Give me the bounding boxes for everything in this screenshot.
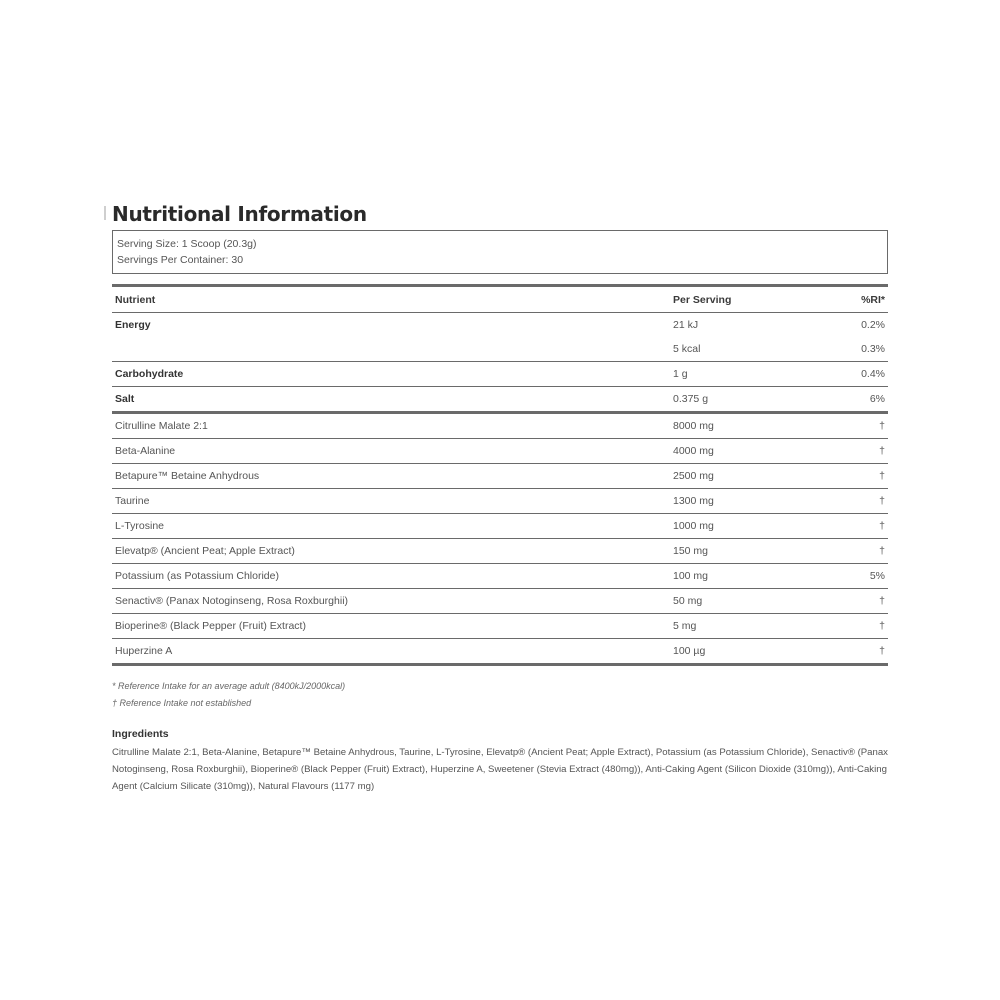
nutrient-ri: 6%: [869, 393, 885, 405]
nutrient-ri: †: [879, 495, 885, 507]
nutrient-ri: †: [879, 420, 885, 432]
nutrition-label: [112, 198, 888, 795]
table-row: [112, 337, 888, 362]
ingredients-text: Citrulline Malate 2:1, Beta-Alanine, Betapure™ Betaine Anhydrous, Taurine, L-Tyrosine, Elevatp® (Ancient Peat; Apple Extract), Potassium (as Potassium Chloride), Senactiv® (Panax Notoginseng, Rosa Roxburghii), Bioperine® (Black Pepper (Fruit) Extract), Huperzine A, Sweetener (Stevia Extract (480mg)), Anti-Caking Agent (Silicon Dioxide (310mg)), Anti-Caking Agent (Calcium Silicate (310mg)), Natural Flavours (1177 mg): [112, 747, 888, 792]
nutrient-amount: 100 mg: [673, 570, 709, 582]
table-row: [112, 539, 888, 564]
table-header-row: [112, 286, 888, 313]
nutrient-name: Salt: [115, 393, 135, 405]
nutrient-ri: 0.2%: [861, 319, 885, 331]
footnote-dagger: † Reference Intake not established: [112, 698, 252, 708]
nutrient-name: Taurine: [115, 495, 150, 507]
label-title: Nutritional Information: [112, 202, 367, 226]
table-row: [112, 387, 888, 413]
header-nutrient: Nutrient: [115, 293, 156, 306]
nutrient-name: Elevatp® (Ancient Peat; Apple Extract): [115, 545, 295, 557]
nutrient-name: Citrulline Malate 2:1: [115, 420, 208, 432]
ingredients-title: Ingredients: [112, 728, 169, 740]
table-row: [112, 489, 888, 514]
nutrient-name: Energy: [115, 319, 151, 331]
header-per-serving: Per Serving: [673, 293, 732, 306]
nutrient-amount: 4000 mg: [673, 445, 714, 457]
nutrient-name: Potassium (as Potassium Chloride): [115, 570, 279, 582]
edge-mark: [104, 206, 106, 220]
table-row: [112, 564, 888, 589]
nutrient-name: Huperzine A: [115, 645, 173, 657]
nutrient-ri: †: [879, 645, 885, 657]
nutrient-amount: 1000 mg: [673, 520, 714, 532]
nutrient-ri: 5%: [869, 570, 885, 582]
nutrient-name: Carbohydrate: [115, 368, 184, 380]
nutrient-amount: 2500 mg: [673, 470, 714, 482]
nutrient-name: Bioperine® (Black Pepper (Fruit) Extract): [115, 620, 306, 632]
nutrition-table: [112, 284, 888, 666]
table-row: [112, 514, 888, 539]
nutrient-ri: †: [879, 445, 885, 457]
nutrient-amount: 1300 mg: [673, 495, 714, 507]
nutrient-name: [112, 337, 670, 362]
nutrient-ri: †: [879, 545, 885, 557]
nutrient-amount: 5 mg: [673, 620, 697, 632]
serving-size: Serving Size: 1 Scoop (20.3g): [117, 238, 257, 250]
nutrient-name: Betapure™ Betaine Anhydrous: [115, 470, 260, 482]
table-row: [112, 639, 888, 665]
nutrient-ri: †: [879, 595, 885, 607]
nutrient-amount: 1 g: [673, 368, 688, 380]
table-row: [112, 313, 888, 338]
nutrient-name: Beta-Alanine: [115, 445, 176, 457]
nutrient-amount: 50 mg: [673, 595, 703, 607]
table-row: [112, 614, 888, 639]
table-row: [112, 362, 888, 387]
nutrient-name: L-Tyrosine: [115, 520, 165, 532]
nutrient-amount: 5 kcal: [673, 343, 701, 355]
footnotes: [112, 678, 888, 712]
nutrient-name: Senactiv® (Panax Notoginseng, Rosa Roxburghii): [115, 595, 349, 607]
table-row: [112, 439, 888, 464]
nutrient-ri: 0.3%: [861, 343, 885, 355]
nutrient-ri: †: [879, 470, 885, 482]
table-row: [112, 464, 888, 489]
nutrient-amount: 0.375 g: [673, 393, 709, 405]
table-row: [112, 413, 888, 439]
header-ri: %RI*: [861, 293, 885, 306]
nutrient-ri: †: [879, 520, 885, 532]
nutrient-ri: 0.4%: [861, 368, 885, 380]
footnote-ri: * Reference Intake for an average adult (8400kJ/2000kcal): [112, 681, 346, 691]
nutrient-amount: 150 mg: [673, 545, 709, 557]
nutrient-amount: 8000 mg: [673, 420, 714, 432]
nutrient-amount: 100 µg: [673, 645, 706, 657]
nutrient-amount: 21 kJ: [673, 319, 699, 331]
table-row: [112, 589, 888, 614]
servings-per-container: Servings Per Container: 30: [117, 254, 244, 266]
serving-info-box: [112, 230, 888, 274]
nutrient-ri: †: [879, 620, 885, 632]
